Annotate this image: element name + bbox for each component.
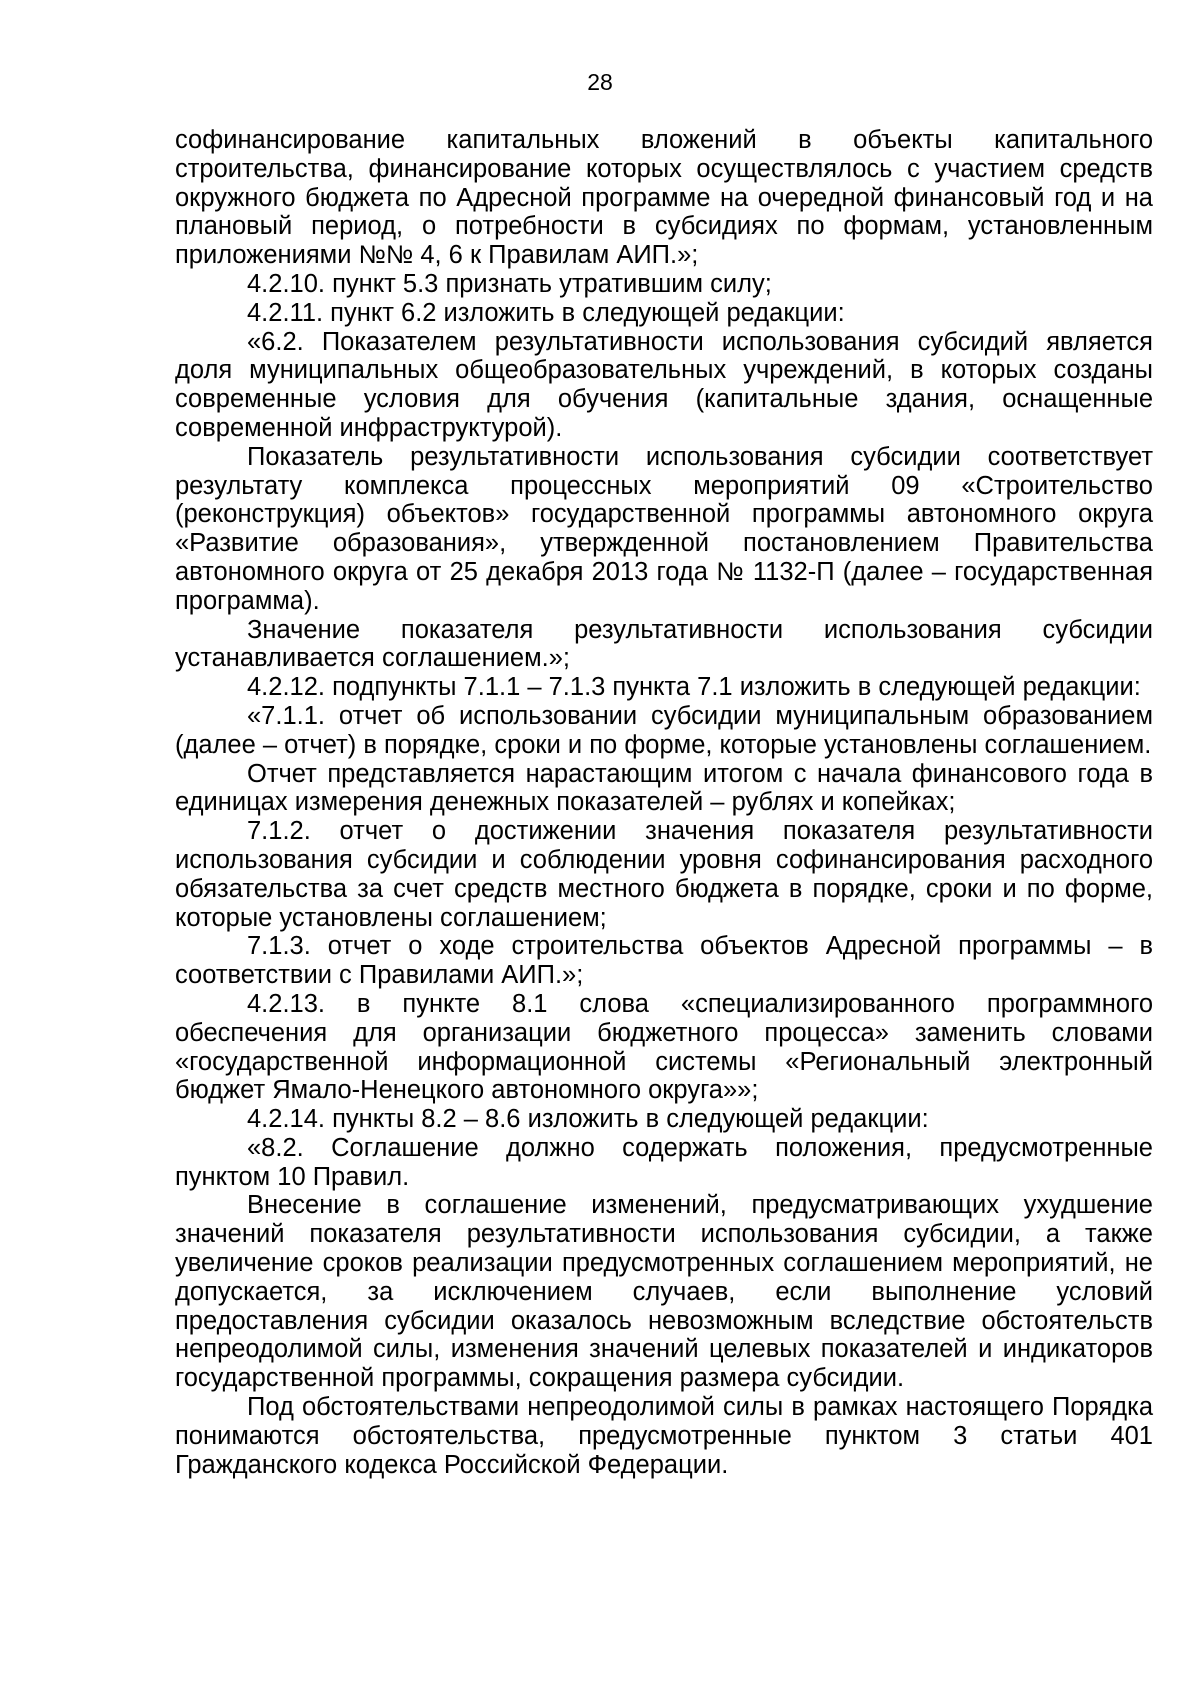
paragraph: софинансирование капитальных вложений в объекты капитального строительства, финансирование которых осуществлялось с участием средств окружного бюджета по Адресной программе на очередной финансовый год и на плановый период, о потребности в субсидиях по формам, установленным приложениями №№ 4, 6 к Правилам АИП.»; <box>175 126 1153 270</box>
paragraph: «6.2. Показателем результативности использования субсидий является доля муниципальных общеобразовательных учреждений, в которых созданы современные условия для обучения (капитальные здания, оснащенные современной инфраструктурой). <box>175 327 1153 442</box>
paragraph: Показатель результативности использования субсидии соответствует результату комплекса процессных мероприятий 09 «Строительство (реконструкция) объектов» государственной программы автономного округа «Развитие образования», утвержденной постановлением Правительства автономного округа от 25 декабря 2013 года № 1132-П (далее – государственная программа). <box>175 442 1153 615</box>
paragraph: Внесение в соглашение изменений, предусматривающих ухудшение значений показателя результативности использования субсидии, а также увеличение сроков реализации предусмотренных соглашением мероприятий, не допускается, за исключением случаев, если выполнение условий предоставления субсидии оказалось невозможным вследствие обстоятельств непреодолимой силы, изменения значений целевых показателей и индикаторов государственной программы, сокращения размера субсидии. <box>175 1191 1153 1393</box>
paragraph: Отчет представляется нарастающим итогом с начала финансового года в единицах измерения денежных показателей – рублях и копейках; <box>175 759 1153 817</box>
paragraph: 4.2.12. подпункты 7.1.1 – 7.1.3 пункта 7.1 изложить в следующей редакции: <box>247 673 1141 702</box>
paragraph: 7.1.3. отчет о ходе строительства объектов Адресной программы – в соответствии с Правилами АИП.»; <box>175 932 1153 990</box>
paragraph: 7.1.2. отчет о достижении значения показателя результативности использования субсидии и соблюдении уровня софинансирования расходного обязательства за счет средств местного бюджета в порядке, сроки и по форме, которые установлены соглашением; <box>175 817 1153 932</box>
document-body <box>175 126 1153 1479</box>
page-number: 28 <box>587 69 613 95</box>
paragraph: 4.2.11. пункт 6.2 изложить в следующей редакции: <box>247 298 845 327</box>
paragraph: 4.2.10. пункт 5.3 признать утратившим силу; <box>247 269 772 298</box>
paragraph: «8.2. Соглашение должно содержать положения, предусмотренные пунктом 10 Правил. <box>175 1133 1153 1191</box>
paragraph: 4.2.14. пункты 8.2 – 8.6 изложить в следующей редакции: <box>247 1105 929 1134</box>
paragraph: 4.2.13. в пункте 8.1 слова «специализированного программного обеспечения для организации бюджетного процесса» заменить словами «государственной информационной системы «Региональный электронный бюджет Ямало-Ненецкого автономного округа»»; <box>175 989 1153 1105</box>
paragraph: Значение показателя результативности использования субсидии устанавливается соглашением.»; <box>175 615 1153 673</box>
paragraph: «7.1.1. отчет об использовании субсидии муниципальным образованием (далее – отчет) в порядке, сроки и по форме, которые установлены соглашением. <box>175 701 1153 759</box>
paragraph: Под обстоятельствами непреодолимой силы в рамках настоящего Порядка понимаются обстоятельства, предусмотренные пунктом 3 статьи 401 Гражданского кодекса Российской Федерации. <box>175 1393 1153 1479</box>
